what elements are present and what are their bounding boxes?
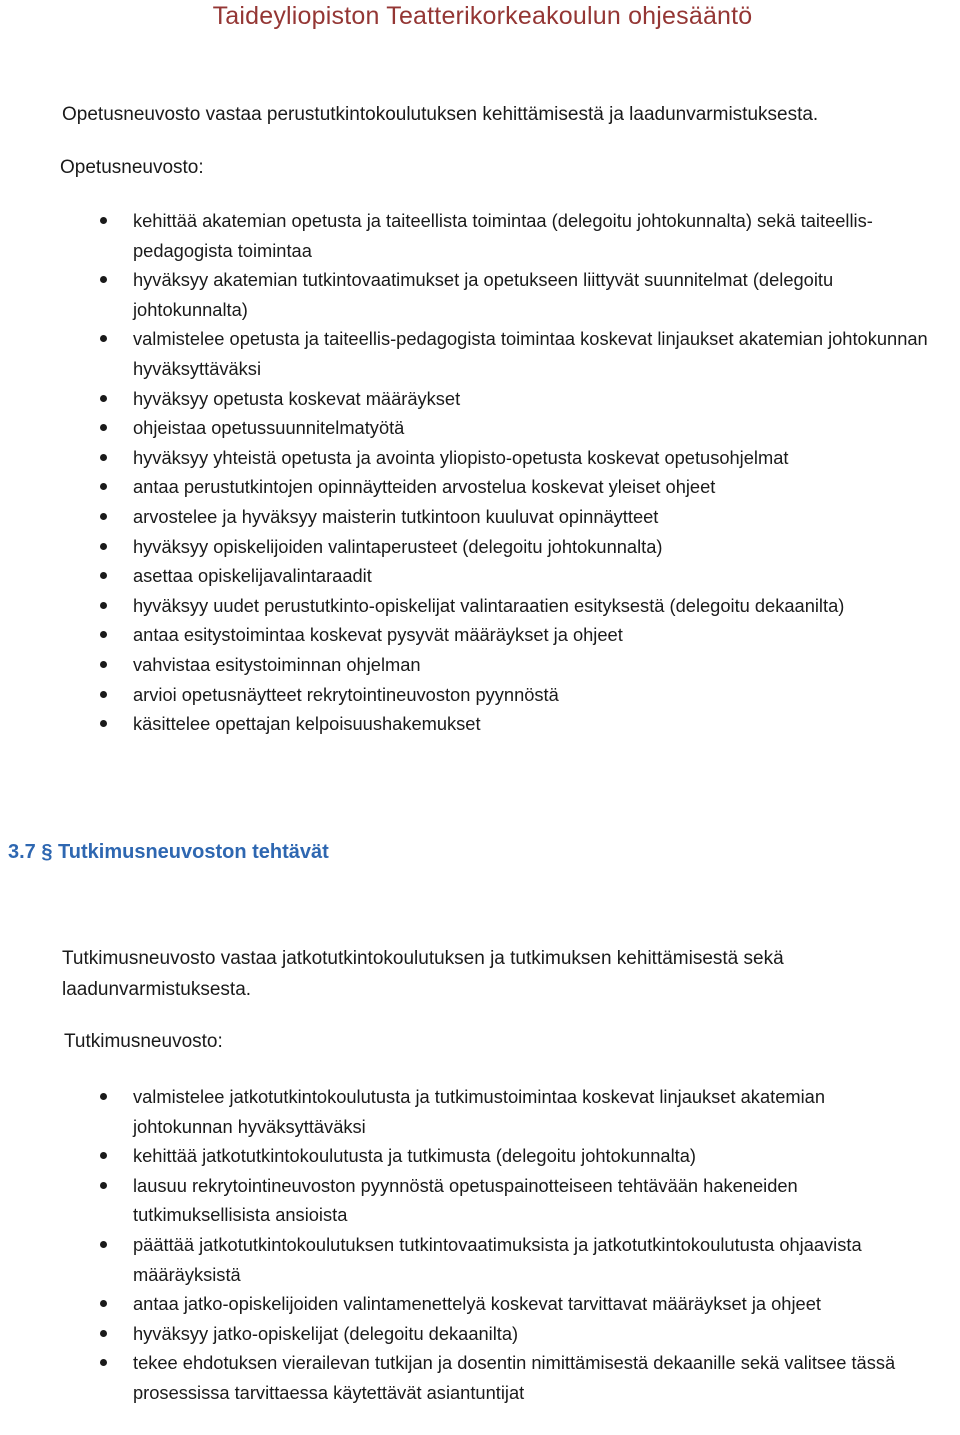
section-lead-tutkimusneuvosto: Tutkimusneuvosto:: [64, 1031, 223, 1052]
list-item-text: päättää jatkotutkintokoulutuksen tutkintovaatimuksista ja jatkotutkintokoulutusta ohjaavista määräyksistä: [133, 1233, 862, 1285]
list-item: [0, 561, 940, 591]
tutkimusneuvosto-task-list: [0, 1082, 940, 1408]
bullet-icon: [100, 217, 107, 224]
list-item: [0, 532, 940, 562]
list-item-text: hyväksyy uudet perustutkinto-opiskelijat valintaraatien esityksestä (delegoitu dekaanilta): [133, 594, 845, 616]
list-item: [0, 1348, 940, 1407]
list-item-text: valmistelee jatkotutkintokoulutusta ja tutkimustoimintaa koskevat linjaukset akatemian johtokunnan hyväksyttäväksi: [133, 1086, 825, 1137]
bullet-icon: [100, 513, 107, 520]
list-item: [0, 680, 940, 710]
bullet-icon: [100, 543, 107, 550]
list-item-text: ohjeistaa opetussuunnitelmatyötä: [133, 417, 405, 439]
bullet-icon: [100, 1300, 107, 1307]
opetusneuvosto-task-list: [0, 206, 940, 739]
list-item-text: kehittää akatemian opetusta ja taiteellista toimintaa (delegoitu johtokunnalta) sekä taiteellis-pedagogista toimintaa: [133, 210, 873, 261]
section-intro-tutkimusneuvosto: Tutkimusneuvosto vastaa jatkotutkintokoulutuksen ja tutkimuksen kehittämisestä sekä laadunvarmistuksesta.: [62, 948, 784, 1000]
list-item: [0, 1230, 940, 1289]
list-item: [0, 1141, 940, 1171]
list-item-text: hyväksyy yhteistä opetusta ja avointa yliopisto-opetusta koskevat opetusohjelmat: [133, 446, 789, 468]
section-lead-opetusneuvosto: Opetusneuvosto:: [60, 157, 204, 178]
bullet-icon: [100, 1330, 107, 1337]
list-item: [0, 591, 940, 621]
bullet-icon: [100, 1152, 107, 1159]
list-item-text: antaa perustutkintojen opinnäytteiden arvostelua koskevat yleiset ohjeet: [133, 476, 716, 498]
bullet-icon: [100, 1359, 107, 1366]
bullet-icon: [100, 631, 107, 638]
bullet-icon: [100, 276, 107, 283]
list-item: [0, 206, 940, 265]
list-item: [0, 502, 940, 532]
list-item-text: hyväksyy opiskelijoiden valintaperusteet (delegoitu johtokunnalta): [133, 535, 663, 557]
bullet-icon: [100, 661, 107, 668]
bullet-icon: [100, 454, 107, 461]
section-heading: 3.7 § Tutkimusneuvoston tehtävät: [8, 841, 329, 863]
list-item: [0, 1289, 940, 1319]
list-item: [0, 265, 940, 324]
list-item: [0, 413, 940, 443]
bullet-icon: [100, 691, 107, 698]
bullet-icon: [100, 335, 107, 342]
section-intro-opetusneuvosto: Opetusneuvosto vastaa perustutkintokoulutuksen kehittämisestä ja laadunvarmistuksesta.: [62, 104, 819, 125]
list-item: [0, 709, 940, 739]
bullet-icon: [100, 483, 107, 490]
list-item-text: hyväksyy jatko-opiskelijat (delegoitu dekaanilta): [133, 1322, 519, 1344]
list-item-text: antaa esitystoimintaa koskevat pysyvät määräykset ja ohjeet: [133, 624, 623, 646]
page-title: Taideyliopiston Teatterikorkeakoulun ohjesääntö: [212, 2, 753, 30]
bullet-icon: [100, 602, 107, 609]
bullet-icon: [100, 424, 107, 431]
list-item: [0, 443, 940, 473]
list-item-text: tekee ehdotuksen vierailevan tutkijan ja dosentin nimittämisestä dekaanille sekä valitsee tässä prosessissa tarvittaessa käytettävät asiantuntijat: [133, 1352, 896, 1403]
list-item-text: hyväksyy akatemian tutkintovaatimukset ja opetukseen liittyvät suunnitelmat (delegoitu johtokunnalta): [133, 269, 834, 320]
bullet-icon: [100, 1182, 107, 1189]
list-item-text: arvioi opetusnäytteet rekrytointineuvoston pyynnöstä: [133, 683, 559, 705]
list-item-text: käsittelee opettajan kelpoisuushakemukset: [133, 713, 481, 735]
bullet-icon: [100, 572, 107, 579]
bullet-icon: [100, 1093, 107, 1100]
list-item-text: valmistelee opetusta ja taiteellis-pedagogista toimintaa koskevat linjaukset akatemian johtokunnan hyväksyttäväksi: [133, 328, 928, 379]
list-item: [0, 324, 940, 383]
list-item: [0, 1082, 940, 1141]
list-item-text: kehittää jatkotutkintokoulutusta ja tutkimusta (delegoitu johtokunnalta): [133, 1145, 696, 1167]
list-item: [0, 1171, 940, 1230]
list-item: [0, 384, 940, 414]
bullet-icon: [100, 395, 107, 402]
list-item: [0, 650, 940, 680]
list-item-text: vahvistaa esitystoiminnan ohjelman: [133, 653, 421, 675]
bullet-icon: [100, 1241, 107, 1248]
list-item-text: asettaa opiskelijavalintaraadit: [133, 565, 372, 587]
list-item-text: hyväksyy opetusta koskevat määräykset: [133, 387, 461, 409]
list-item: [0, 472, 940, 502]
bullet-icon: [100, 720, 107, 727]
list-item-text: antaa jatko-opiskelijoiden valintamenettelyä koskevat tarvittavat määräykset ja ohjeet: [133, 1293, 821, 1315]
list-item: [0, 1319, 940, 1349]
list-item-text: arvostelee ja hyväksyy maisterin tutkintoon kuuluvat opinnäytteet: [133, 505, 659, 527]
list-item: [0, 620, 940, 650]
list-item-text: lausuu rekrytointineuvoston pyynnöstä opetuspainotteiseen tehtävään hakeneiden tutkimuksellisista ansioista: [133, 1174, 798, 1226]
